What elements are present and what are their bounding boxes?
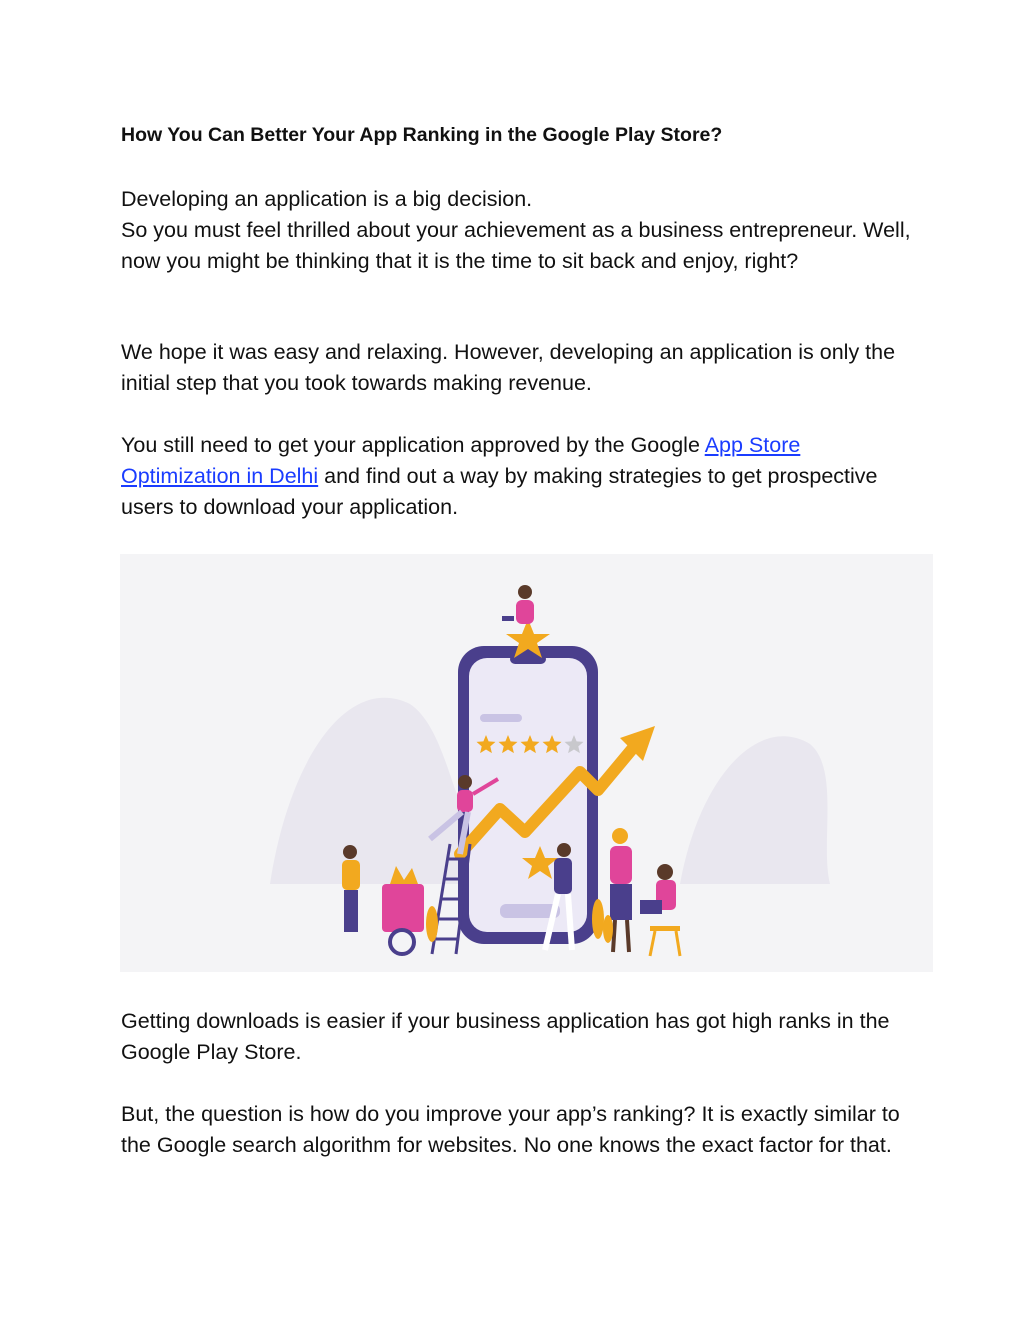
aso-delhi-link[interactable]: App Store Optimization in Delhi <box>121 433 801 488</box>
paragraph-easy-relaxing: We hope it was easy and relaxing. However, developing an application is only the initial step that you took towards making revenue. <box>121 340 896 395</box>
person-with-laptop-icon <box>640 864 680 956</box>
person-with-phone-icon <box>610 828 632 952</box>
intro-line-1: Developing an application is a big decision. <box>121 187 533 211</box>
article-title: How You Can Better Your App Ranking in the Google Play Store? <box>121 124 723 146</box>
paragraph-intro <box>121 184 921 277</box>
paragraph-downloads: Getting downloads is easier if your business application has got high ranks in the Google Play Store. <box>121 1009 890 1064</box>
approval-text-start: You still need to get your application approved by the Google <box>121 433 705 457</box>
person-top-icon <box>502 585 534 624</box>
intro-line-2: So you must feel thrilled about your achievement as a business entrepreneur. Well, now you might be thinking that it is the time to sit back and enjoy, right? <box>121 218 911 273</box>
phone-icon <box>458 646 598 944</box>
app-ranking-illustration <box>120 554 933 972</box>
approval-text-end: and find out a way by making strategies to get prospective users to download your application. <box>121 464 878 519</box>
paragraph-approval <box>121 430 921 523</box>
paragraph-question: But, the question is how do you improve your app’s ranking? It is exactly similar to the Google search algorithm for websites. No one knows the exact factor for that. <box>121 1102 900 1157</box>
